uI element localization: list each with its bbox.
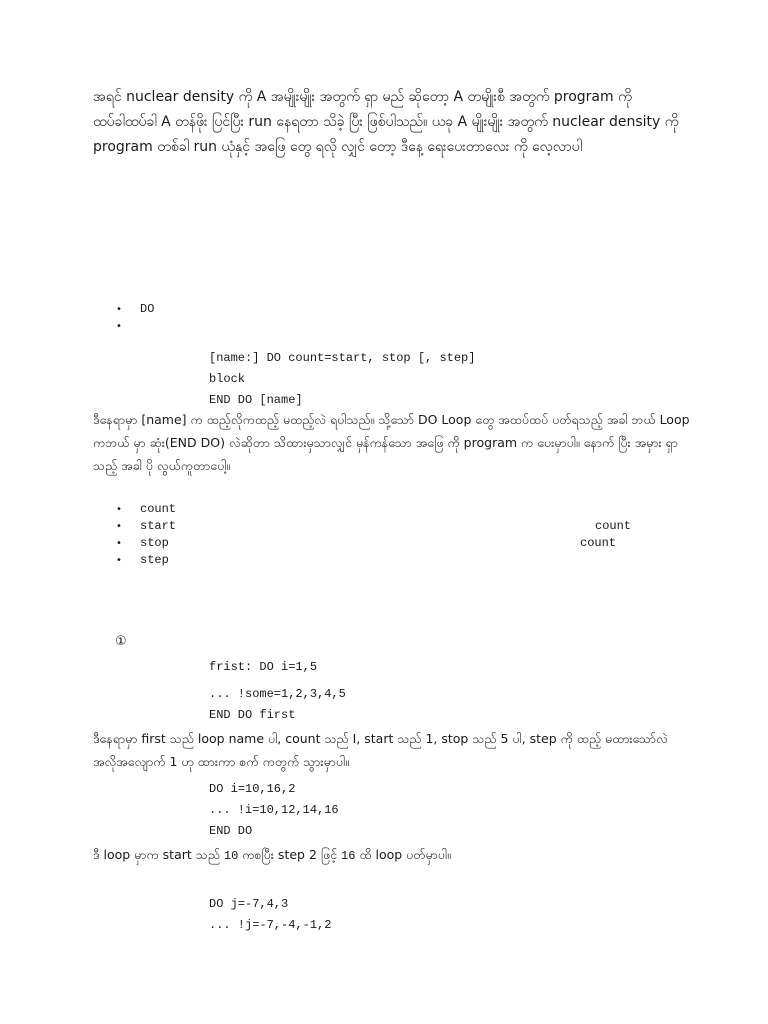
example-marker-icon: ① — [115, 634, 127, 649]
list2-bullet-2: • — [116, 521, 122, 532]
explain1-paragraph: ဒီနေရာမှာ [name] က ထည့်လိုကထည့် မထည့်လဲ ရပါသည်။ သို့သော် DO Loop တွေ အထပ်ထပ် ပတ်ရသည့် အခါ ဘယ် Loop ကဘယ် မှာ ဆုံး(END DO) လဲဆိုတာ သိထားမှသာလျှင် မှန်ကန်သော အဖြေ ကို program က ပေးမှာပါ။ နောက် ပြီး အမှား ရှာသည့် အခါ ပို လွယ်ကူတာပေါ့။ — [93, 412, 690, 473]
list2-item-step: step — [140, 553, 169, 567]
explain3-pre: ဒီ loop မှာက start သည် — [93, 847, 220, 862]
list2-item-stop: stop — [140, 536, 169, 550]
list1-item-do: DO — [140, 302, 155, 316]
example2-line-1: DO i=10,16,2 — [209, 782, 296, 796]
list1-bullet-2: • — [116, 321, 122, 332]
example3-line-2: ... !j=-7,-4,-1,2 — [209, 918, 332, 932]
intro-paragraph: အရင် nuclear density ကို A အမျိုးမျိုး အတွက် ရှာ မည် ဆိုတော့ A တမျိုးစီ အတွက် program ကို ထပ်ခါထပ်ခါ A တန်ဖိုး ပြင်ပြီး run နေရတာ သိခဲ့ ပြီး ဖြစ်ပါသည်။ ယခု A မျိုးမျိုး အတွက် nuclear density ကို program တစ်ခါ run ယုံနှင့် အဖြေ တွေ ရလို လျှင် တော့ ဒီနေ့ ရေးပေးတာလေး ကို လေ့လာပါ — [93, 89, 679, 155]
explain3-value-stop: 16 — [341, 849, 356, 863]
explain3-value-start: 10 — [223, 849, 239, 863]
list2-bullet-3: • — [116, 538, 122, 549]
example2-line-2: ... !i=10,12,14,16 — [209, 803, 339, 817]
list2-stop-right-count: count — [580, 536, 617, 550]
example3-line-1: DO j=-7,4,3 — [209, 897, 289, 911]
explain2-paragraph: ဒီနေရာမှာ first သည် loop name ပါ, count သည် I, start သည် 1, stop သည် 5 ပါ, step ကို ထည့် မထားသော်လဲ အလိုအလျောက် 1 ဟု ထားကာ စက် ကတွက် သွားမှာပါ။ — [93, 731, 668, 769]
list2-bullet-4: • — [116, 555, 122, 566]
list2-item-count: count — [140, 502, 177, 516]
example1-line-3: END DO first — [209, 708, 296, 722]
list2-bullet-1: • — [116, 504, 122, 515]
syntax-line-1: [name:] DO count=start, stop [, step] — [209, 351, 476, 365]
example1-line-2: ... !some=1,2,3,4,5 — [209, 687, 346, 701]
list1-bullet-1: • — [116, 304, 122, 315]
list2-item-start: start — [140, 519, 177, 533]
example1-line-1: frist: DO i=1,5 — [209, 660, 318, 674]
explain3-mid: ကစပြီး step 2 ဖြင့် — [242, 847, 338, 862]
explain3-paragraph — [93, 843, 693, 868]
example2-line-3: END DO — [209, 824, 253, 838]
list2-start-right-count: count — [595, 519, 632, 533]
syntax-line-3: END DO [name] — [209, 393, 303, 407]
syntax-line-2: block — [209, 372, 246, 386]
explain3-post: ထိ loop ပတ်မှာပါ။ — [359, 847, 451, 862]
